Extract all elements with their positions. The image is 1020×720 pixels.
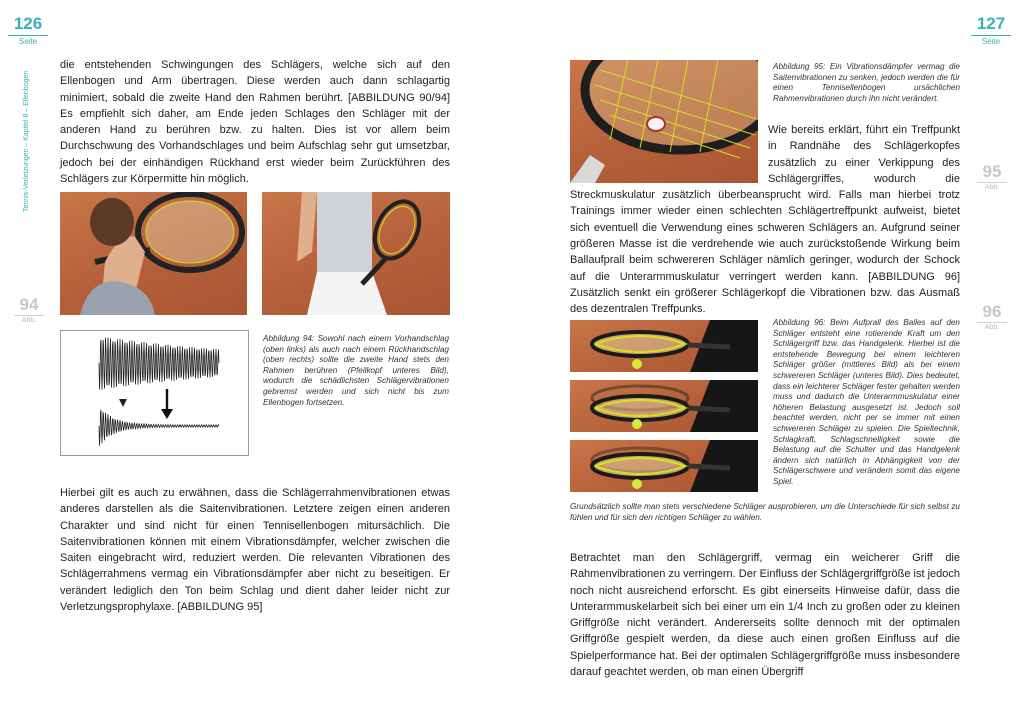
figure95-number-value: 95 (982, 162, 1002, 181)
left-paragraph-2 (60, 485, 450, 615)
chapter-side-label: Tennis-Verletzungen – Kapitel 8 – Ellenbogen (23, 70, 30, 212)
photo-forehand (60, 192, 247, 315)
right-paragraph-2-text: Betrachtet man den Schlägergriff, vermag ein weicherer Griff die Rahmenvibrationen zu verringern. Der Einfluss der Schlägergriffgröße ist jedoch noch nicht ausreichend erforscht. Es gibt einerseits Hinweise dafür, dass die Unterarmmuskelarbeit sich bei einer um ein 1/4 Inch zu großen oder zu kleinen Griffgröße nicht verändert. Andererseits sollte dennoch mit der optimalen Griffgröße gespielt werden, da diese auch einen großen Einfluss auf die Spielperformance hat. Bei der optimalen Schlägergriffgröße muss insbesondere darauf geachtet werden, ob man einen Übergriff (570, 552, 960, 679)
page-number-value: 127 (976, 14, 1006, 33)
photo-racket-impact-2 (570, 380, 758, 432)
figure96-note: Grundsätzlich sollte man stets verschiedene Schläger ausprobieren, um die Unterschiede für sich selbst zu fühlen und für sich den richtigen Schläger zu wählen. (570, 502, 960, 522)
page-number-value: 126 (13, 14, 43, 33)
right-paragraph-1 (570, 122, 960, 318)
page-number-label: Seite (971, 35, 1011, 46)
figure94-number (14, 295, 44, 324)
right-page-number (971, 14, 1011, 46)
photo-racket-impact-3 (570, 440, 758, 492)
figure96-caption: Abbildung 96: Beim Aufprall des Balles auf den Schläger entsteht eine rotierende Kraft um den Schlägergriff bzw. das Handgelenk. Hierbei ist die entstehende Bewegung bei einem leichteren Schläger größer (mittleres Bild) als bei einem schwereren Schläger (unteres Bild). Dies bedeutet, dass ein leichterer Schläger fester gehalten werden muss und dadurch die Unterarmmuskulatur einer höheren Belastung ausgesetzt ist. Jedoch soll beachtet werden, nicht per se immer mit einen schwereren Schläger zu spielen. Die Spieltechnik, Schlagkraft, Schlagschnelligkeit sowie die Belastung auf die Schulter und das Handgelenk ändern sich natürlich in Abhängigkeit von der Schlägerschwere und verändern somit das eigene Spiel. (773, 318, 960, 486)
figure94-number-value: 94 (19, 295, 39, 314)
photo-backhand (262, 192, 450, 315)
figure96-number-value: 96 (982, 302, 1002, 321)
racket-impact-2-illustration (570, 380, 758, 432)
photo-racket-impact-1 (570, 320, 758, 372)
left-page-number (8, 14, 48, 46)
damping-arrow-head (161, 409, 173, 419)
photo-backhand-illustration (262, 192, 450, 315)
left-paragraph-2-text: Hierbei gilt es auch zu erwähnen, dass die Schlägerrahmenvibrationen etwas anderes darstellen als die Saitenvibrationen. Letztere zeigen einen anderen Charakter und sind nicht für einen Tennisellenbogen mitursächlich. Die Saitenvibrationen können mit einem Vibrationsdämpfer, welcher zwischen die Saiten eingebracht wird, reduziert werden. Die relevanten Vibrationen des Schlägerrahmens vermag ein Vibrationsdämpfer aber nicht zu beseitigen. Er verändert lediglich den Ton beim Schlag und dient daher leider nicht zur Verletzungsprophylaxe. [ABBILDUNG 95] (60, 487, 450, 614)
figure94-caption: Abbildung 94: Sowohl nach einem Vorhandschlag (oben links) als auch nach einem Rückhandschlag (oben rechts) sollte die zweite Hand stets den Rahmen berühren (Pfeilkopf unteres Bild), wodurch die schädlichsten Schlägervibrationen gebremst werden und sich nicht bis zum Ellenbogen fortsetzen. (263, 334, 449, 407)
arrowhead-marker (119, 399, 127, 407)
vibration-wave-undamped (99, 337, 219, 390)
figure94-number-label: Abb. (14, 315, 44, 324)
racket-impact-3-illustration (570, 440, 758, 492)
figure95-caption: Abbildung 95: Ein Vibrationsdämpfer vermag die Saitenvibrationen zu senken, jedoch werden die für einen Tennisellenbogen ursächlichen Rahmenvibrationen durch ihn nicht verändert. (773, 62, 960, 103)
vibration-graph-svg (61, 331, 248, 455)
racket-impact-1-illustration (570, 320, 758, 372)
figure95-number-label: Abb. (977, 182, 1007, 191)
vibration-wave-damped (99, 410, 219, 446)
photo-forehand-illustration (60, 192, 247, 315)
left-paragraph-1-text: die entstehenden Schwingungen des Schlägers, welche sich auf den Ellenbogen und Arm übertragen. Diese werden auch dann schlagartig minimiert, sobald die zweite Hand den Rahmen berührt. [ABBILDUNG 90/94] Es empfiehlt sich daher, am Ende jeden Schlages den Schläger mit der anderen Hand zu berühren bzw. zu halten. Dies ist vor allem beim Durchschwung des Vorhandschlages und beim Aufschlag sehr gut umsetzbar, jedoch bei der einhändigen Rückhand erst wieder beim Zurückführen des Schlägers zur Körpermitte hin möglich. (60, 59, 450, 186)
figure96-number-label: Abb. (977, 322, 1007, 331)
left-paragraph-1 (60, 57, 450, 187)
figure95-number (977, 162, 1007, 191)
text-wrap-spacer (570, 122, 768, 187)
vibration-graph (60, 330, 249, 456)
right-paragraph-1-text: Wie bereits erklärt, führt ein Treffpunkt in Randnähe des Schlägerkopfes zusätzlich zu einer Verkippung des Schlägergriffes, wodurch die Streckmuskulatur zusätzlich überbeansprucht wird. Falls man hierbei trotz Trainings immer wieder einen schlechten Schlägertreffpunkt aufweist, bietet sich eventuell die Verwendung eines schweren Schlägers an. Aufgrund seiner größeren Masse ist die verdrehende wie auch zurückstoßende Wirkung beim Ballaufprall beim schwereren Schläger nämlich geringer, wodurch der Schock auf die Unterarmmuskulatur verringert werden kann. [ABBILDUNG 96] Zusätzlich senkt ein größerer Schlägerkopf die Vibrationen bzw. das Ausmaß des dezentralen Treffpunks. (570, 124, 960, 316)
right-paragraph-2 (570, 550, 960, 680)
figure96-number (977, 302, 1007, 331)
page-number-label: Seite (8, 35, 48, 46)
